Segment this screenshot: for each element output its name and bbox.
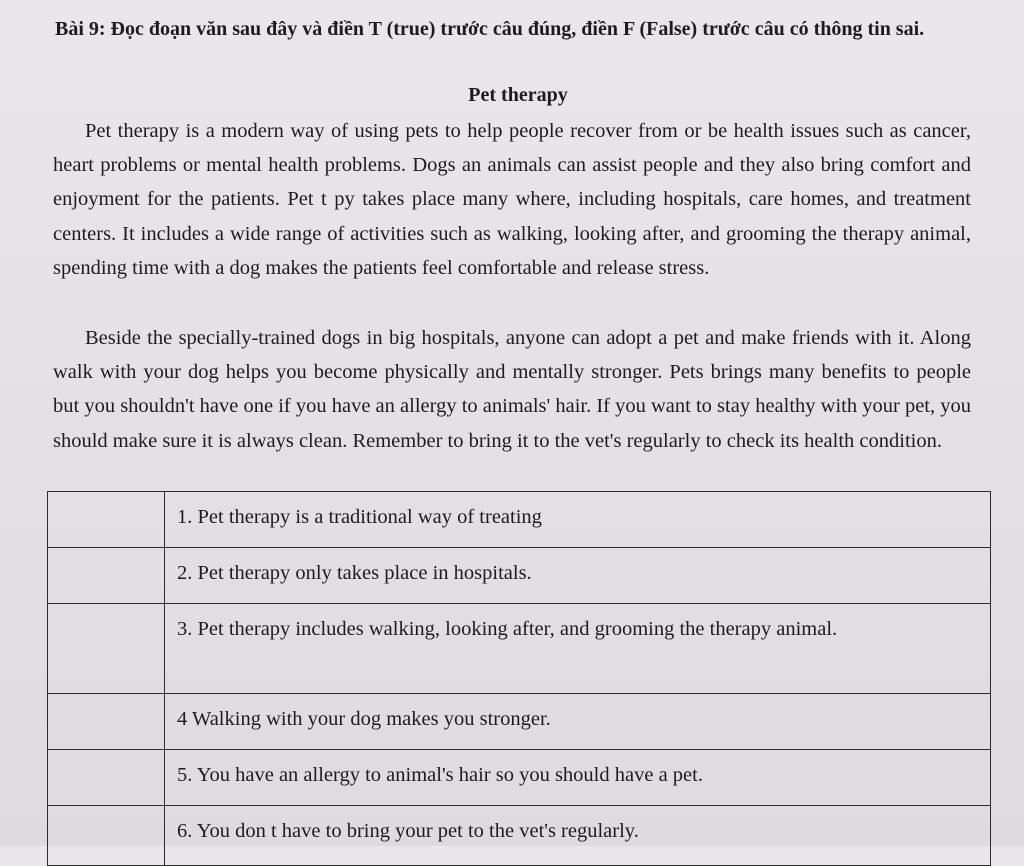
statement-cell-1: 1. Pet therapy is a traditional way of treating — [165, 492, 991, 548]
passage-paragraph-2: Beside the specially-trained dogs in big hospitals, anyone can adopt a pet and make friends with it. Along walk with your dog helps you become physically and mentally stronger. Pets brings many benefits to people but you shouldn't have one if you have an allergy to animals' hair. If you want to stay healthy with your pet, you should make sure it is always clean. Remember to bring it to the vet's regularly to check its health condition. — [53, 327, 971, 452]
table-row — [48, 548, 991, 604]
answer-cell-3[interactable] — [48, 604, 165, 694]
answer-cell-1[interactable] — [48, 492, 165, 548]
exercise-instruction: Bài 9: Đọc đoạn văn sau đây và điền T (true) trước câu đúng, điền F (False) trước câu có thông tin sai. — [55, 18, 925, 40]
answer-cell-2[interactable] — [48, 548, 165, 604]
answer-cell-5[interactable] — [48, 750, 165, 806]
statement-cell-5: 5. You have an allergy to animal's hair so you should have a pet. — [165, 750, 991, 806]
passage-title: Pet therapy — [468, 84, 568, 106]
table-row — [48, 492, 991, 548]
table-row — [48, 750, 991, 806]
statement-cell-6: 6. You don t have to bring your pet to the vet's regularly. — [165, 806, 991, 866]
statement-cell-2: 2. Pet therapy only takes place in hospitals. — [165, 548, 991, 604]
passage-paragraph-1: Pet therapy is a modern way of using pets to help people recover from or be health issues such as cancer, heart problems or mental health problems. Dogs an animals can assist people and they also bring comfort and enjoyment for the patients. Pet t py takes place many where, including hospitals, care homes, and treatment centers. It includes a wide range of activities such as walking, looking after, and grooming the therapy animal, spending time with a dog makes the patients feel comfortable and release stress. — [53, 120, 971, 279]
table-row — [48, 806, 991, 866]
true-false-table — [47, 491, 991, 866]
answer-cell-6[interactable] — [48, 806, 165, 866]
answer-cell-4[interactable] — [48, 694, 165, 750]
table-row — [48, 604, 991, 694]
statement-cell-3: 3. Pet therapy includes walking, looking after, and grooming the therapy animal. — [165, 604, 991, 694]
table-row — [48, 694, 991, 750]
statement-cell-4: 4 Walking with your dog makes you stronger. — [165, 694, 991, 750]
